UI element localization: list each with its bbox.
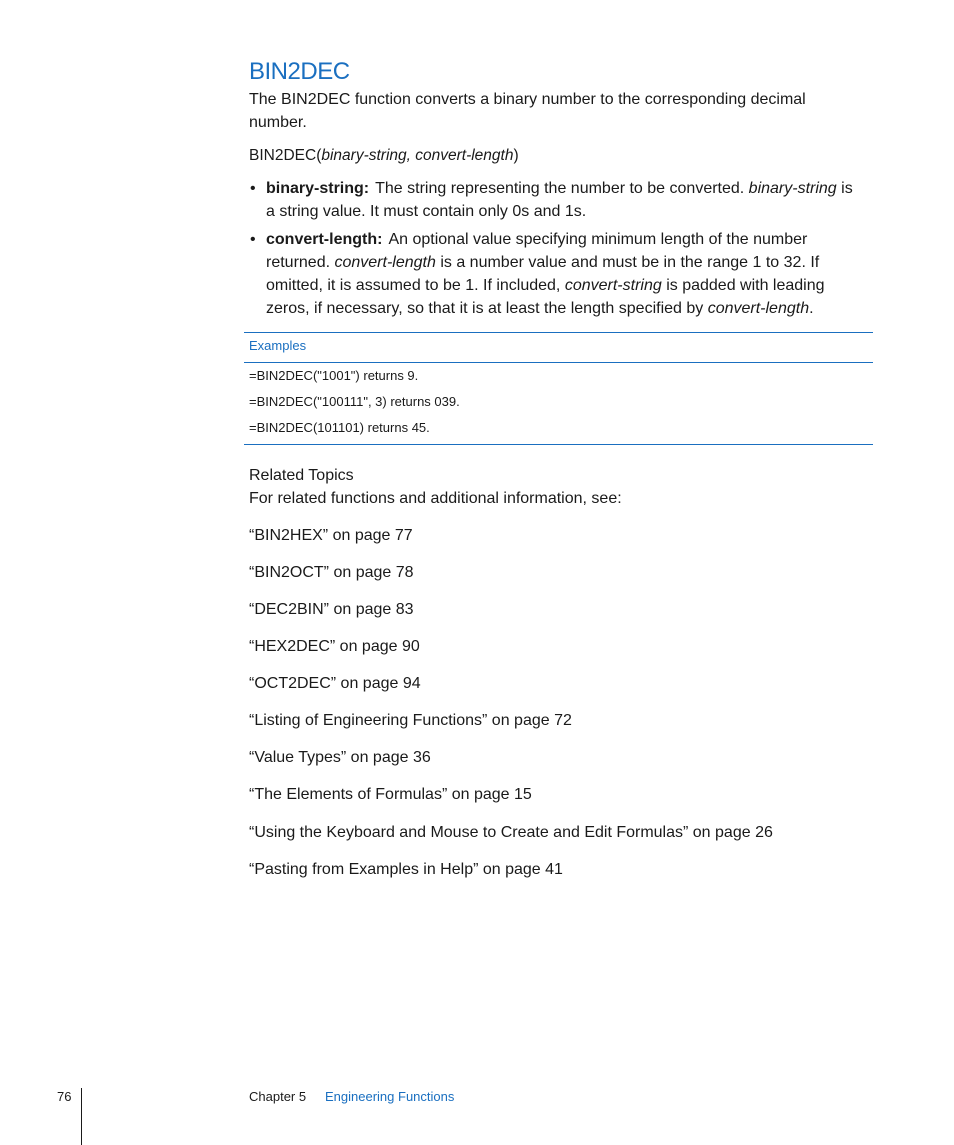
page-number: 76 <box>57 1089 72 1104</box>
related-link-bin2oct[interactable]: “BIN2OCT” on page 78 <box>249 564 414 581</box>
related-topics-heading: Related Topics <box>249 467 354 484</box>
parameter-emphasis: convert-string <box>564 277 662 294</box>
example-row: =BIN2DEC(101101) returns 45. <box>249 420 430 435</box>
related-topics-intro: For related functions and additional information, see: <box>249 490 622 507</box>
intro-paragraph: The BIN2DEC function converts a binary number to the corresponding decimal number. <box>249 91 806 131</box>
syntax-arguments: binary-string, convert-length <box>321 147 514 164</box>
parameter-list <box>249 177 865 325</box>
related-link-bin2hex[interactable]: “BIN2HEX” on page 77 <box>249 527 413 544</box>
related-link-pasting-from-examples[interactable]: “Pasting from Examples in Help” on page 41 <box>249 861 563 878</box>
parameter-text: . <box>809 300 814 317</box>
page-title: BIN2DEC <box>249 58 350 85</box>
parameter-text: is padded with leading zeros, if necessary, so that it is at least the length specified by <box>266 277 825 317</box>
syntax-close-paren: ) <box>513 147 519 164</box>
related-link-hex2dec[interactable]: “HEX2DEC” on page 90 <box>249 638 420 655</box>
syntax-function-name: BIN2DEC <box>249 147 317 164</box>
related-link-value-types[interactable]: “Value Types” on page 36 <box>249 749 431 766</box>
parameter-text: is a number value and must be in the range 1 to 32. If omitted, it is assumed to be 1. If included, <box>266 254 820 294</box>
footer-chapter: Chapter 5 <box>249 1089 307 1104</box>
example-row: =BIN2DEC("100111", 3) returns 039. <box>249 394 460 409</box>
footer-section[interactable]: Engineering Functions <box>325 1089 455 1104</box>
related-link-oct2dec[interactable]: “OCT2DEC” on page 94 <box>249 675 421 692</box>
footer-divider <box>81 1088 82 1145</box>
bullet: • <box>250 231 256 248</box>
parameter-text: is a string value. It must contain only 0s and 1s. <box>266 180 853 220</box>
related-link-dec2bin[interactable]: “DEC2BIN” on page 83 <box>249 601 414 618</box>
parameter-text: An optional value specifying minimum length of the number returned. <box>266 231 808 271</box>
related-link-engineering-functions[interactable]: “Listing of Engineering Functions” on page 72 <box>249 712 572 729</box>
parameter-emphasis: binary-string <box>748 180 837 197</box>
related-link-keyboard-and-mouse[interactable]: “Using the Keyboard and Mouse to Create and Edit Formulas” on page 26 <box>249 824 773 841</box>
parameter-text: The string representing the number to be converted. <box>375 180 749 197</box>
parameter-term: binary-string: <box>266 180 370 197</box>
syntax-open-paren: ( <box>316 147 322 164</box>
bullet: • <box>250 180 256 197</box>
syntax-line <box>249 147 519 165</box>
examples-header: Examples <box>249 338 307 353</box>
parameter-item-binary-string <box>249 177 865 223</box>
parameter-emphasis: convert-length <box>707 300 810 317</box>
examples-table <box>244 332 873 445</box>
parameter-term: convert-length: <box>266 231 383 248</box>
example-row: =BIN2DEC("1001") returns 9. <box>249 368 419 383</box>
parameter-item-convert-length <box>249 228 865 320</box>
parameter-emphasis: convert-length <box>334 254 436 271</box>
related-link-elements-of-formulas[interactable]: “The Elements of Formulas” on page 15 <box>249 786 532 803</box>
examples-divider <box>244 362 873 363</box>
